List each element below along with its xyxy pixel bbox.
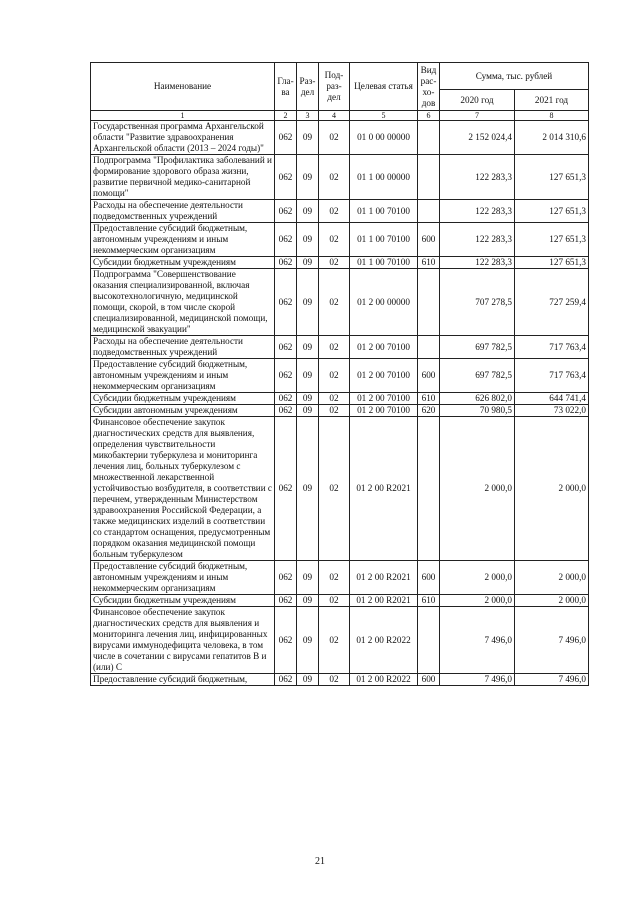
- cell-podrazdel: 02: [319, 393, 350, 405]
- cell-2020: 2 000,0: [440, 561, 515, 595]
- header-sum: Сумма, тыс. рублей: [440, 63, 589, 90]
- table-row: [91, 393, 589, 405]
- cell-razdel: 09: [297, 359, 319, 393]
- cell-name: Расходы на обеспечение деятельности подведомственных учреждений: [91, 336, 275, 359]
- budget-document: [90, 62, 588, 686]
- cell-vid: [418, 155, 440, 200]
- cell-podrazdel: 02: [319, 200, 350, 223]
- cell-glava: 062: [275, 359, 297, 393]
- table-row: [91, 595, 589, 607]
- cell-2021: 644 741,4: [515, 393, 589, 405]
- cell-2021: 127 651,3: [515, 223, 589, 257]
- cell-2020: 2 000,0: [440, 595, 515, 607]
- table-row: [91, 336, 589, 359]
- cell-podrazdel: 02: [319, 223, 350, 257]
- cell-razdel: 09: [297, 393, 319, 405]
- cell-target: 01 0 00 00000: [350, 121, 418, 155]
- cell-podrazdel: 02: [319, 417, 350, 561]
- cell-razdel: 09: [297, 223, 319, 257]
- table-row: [91, 121, 589, 155]
- cell-glava: 062: [275, 417, 297, 561]
- header-podrazdel: Под-раз-дел: [319, 63, 350, 111]
- cell-target: 01 2 00 00000: [350, 269, 418, 336]
- cell-razdel: 09: [297, 121, 319, 155]
- cell-2020: 70 980,5: [440, 405, 515, 417]
- cell-name: Предоставление субсидий бюджетным,: [91, 674, 275, 686]
- cell-glava: 062: [275, 674, 297, 686]
- cell-target: 01 1 00 70100: [350, 223, 418, 257]
- cell-glava: 062: [275, 155, 297, 200]
- cell-vid: 600: [418, 561, 440, 595]
- header-target: Целевая статья: [350, 63, 418, 111]
- cell-name: Подпрограмма "Совершенствование оказания специализированной, включая высокотехнологичную, медицинской помощи, скорой, в том числе скорой специализированной, медицинской помощи, медицинской эвакуации": [91, 269, 275, 336]
- cell-target: 01 1 00 70100: [350, 200, 418, 223]
- cell-glava: 062: [275, 257, 297, 269]
- cell-podrazdel: 02: [319, 121, 350, 155]
- column-number-row: [91, 111, 589, 121]
- cell-target: 01 2 00 70100: [350, 359, 418, 393]
- cell-razdel: 09: [297, 674, 319, 686]
- cell-target: 01 1 00 70100: [350, 257, 418, 269]
- cell-vid: 610: [418, 257, 440, 269]
- cell-razdel: 09: [297, 595, 319, 607]
- cell-name: Субсидии бюджетным учреждениям: [91, 257, 275, 269]
- cell-2020: 122 283,3: [440, 200, 515, 223]
- column-number: 8: [515, 111, 589, 121]
- cell-2020: 707 278,5: [440, 269, 515, 336]
- budget-table: [90, 62, 589, 686]
- cell-glava: 062: [275, 269, 297, 336]
- header-vid: Вид рас-хо-дов: [418, 63, 440, 111]
- cell-name: Предоставление субсидий бюджетным, автономным учреждениям и иным некоммерческим организациям: [91, 359, 275, 393]
- table-row: [91, 417, 589, 561]
- table-row: [91, 405, 589, 417]
- cell-2021: 717 763,4: [515, 359, 589, 393]
- cell-name: Предоставление субсидий бюджетным, автономным учреждениям и иным некоммерческим организациям: [91, 223, 275, 257]
- cell-vid: 620: [418, 405, 440, 417]
- table-row: [91, 607, 589, 674]
- cell-razdel: 09: [297, 155, 319, 200]
- cell-target: 01 2 00 R2021: [350, 417, 418, 561]
- cell-vid: 610: [418, 393, 440, 405]
- cell-vid: [418, 200, 440, 223]
- cell-podrazdel: 02: [319, 561, 350, 595]
- cell-glava: 062: [275, 121, 297, 155]
- cell-razdel: 09: [297, 336, 319, 359]
- cell-vid: 610: [418, 595, 440, 607]
- cell-razdel: 09: [297, 405, 319, 417]
- cell-podrazdel: 02: [319, 359, 350, 393]
- cell-name: Субсидии бюджетным учреждениям: [91, 393, 275, 405]
- cell-razdel: 09: [297, 607, 319, 674]
- cell-razdel: 09: [297, 269, 319, 336]
- cell-glava: 062: [275, 393, 297, 405]
- table-row: [91, 359, 589, 393]
- column-number: 1: [91, 111, 275, 121]
- column-number: 5: [350, 111, 418, 121]
- cell-glava: 062: [275, 607, 297, 674]
- cell-vid: [418, 417, 440, 561]
- cell-2021: 127 651,3: [515, 257, 589, 269]
- cell-name: Субсидии бюджетным учреждениям: [91, 595, 275, 607]
- cell-target: 01 2 00 70100: [350, 393, 418, 405]
- cell-2021: 727 259,4: [515, 269, 589, 336]
- cell-glava: 062: [275, 595, 297, 607]
- cell-2020: 122 283,3: [440, 223, 515, 257]
- cell-podrazdel: 02: [319, 595, 350, 607]
- cell-2021: 717 763,4: [515, 336, 589, 359]
- cell-podrazdel: 02: [319, 336, 350, 359]
- page-number: 21: [315, 856, 325, 867]
- cell-target: 01 1 00 00000: [350, 155, 418, 200]
- header-2021: 2021 год: [515, 90, 589, 111]
- cell-vid: [418, 607, 440, 674]
- column-number: 4: [319, 111, 350, 121]
- cell-razdel: 09: [297, 200, 319, 223]
- cell-target: 01 2 00 R2021: [350, 561, 418, 595]
- cell-2020: 122 283,3: [440, 257, 515, 269]
- cell-2020: 697 782,5: [440, 336, 515, 359]
- table-row: [91, 200, 589, 223]
- cell-2021: 2 014 310,6: [515, 121, 589, 155]
- cell-2020: 7 496,0: [440, 674, 515, 686]
- header-name: Наименование: [91, 63, 275, 111]
- cell-vid: [418, 336, 440, 359]
- table-row: [91, 674, 589, 686]
- cell-podrazdel: 02: [319, 257, 350, 269]
- cell-vid: 600: [418, 359, 440, 393]
- cell-glava: 062: [275, 200, 297, 223]
- cell-razdel: 09: [297, 257, 319, 269]
- table-body: [91, 121, 589, 686]
- cell-target: 01 2 00 70100: [350, 405, 418, 417]
- cell-name: Подпрограмма "Профилактика заболеваний и формирование здорового образа жизни, развитие первичной медико-санитарной помощи": [91, 155, 275, 200]
- cell-2020: 2 000,0: [440, 417, 515, 561]
- cell-2020: 626 802,0: [440, 393, 515, 405]
- cell-glava: 062: [275, 405, 297, 417]
- cell-razdel: 09: [297, 561, 319, 595]
- cell-name: Финансовое обеспечение закупок диагностических средств для выявления и мониторинга лечения лиц, инфицированных вирусами иммунодефицита человека, в том числе в сочетании с вирусами гепатитов В и (или) С: [91, 607, 275, 674]
- cell-target: 01 2 00 R2022: [350, 674, 418, 686]
- cell-podrazdel: 02: [319, 269, 350, 336]
- cell-2021: 2 000,0: [515, 561, 589, 595]
- cell-target: 01 2 00 R2021: [350, 595, 418, 607]
- cell-2021: 127 651,3: [515, 200, 589, 223]
- cell-target: 01 2 00 R2022: [350, 607, 418, 674]
- cell-podrazdel: 02: [319, 405, 350, 417]
- cell-name: Государственная программа Архангельской области "Развитие здравоохранения Архангельской области (2013 – 2024 годы)": [91, 121, 275, 155]
- cell-name: Расходы на обеспечение деятельности подведомственных учреждений: [91, 200, 275, 223]
- header-2020: 2020 год: [440, 90, 515, 111]
- cell-2020: 122 283,3: [440, 155, 515, 200]
- cell-vid: 600: [418, 674, 440, 686]
- cell-2020: 2 152 024,4: [440, 121, 515, 155]
- cell-glava: 062: [275, 223, 297, 257]
- table-row: [91, 223, 589, 257]
- column-number: 6: [418, 111, 440, 121]
- cell-vid: 600: [418, 223, 440, 257]
- cell-name: Субсидии автономным учреждениям: [91, 405, 275, 417]
- cell-vid: [418, 121, 440, 155]
- cell-podrazdel: 02: [319, 607, 350, 674]
- cell-2021: 73 022,0: [515, 405, 589, 417]
- cell-name: Предоставление субсидий бюджетным, автономным учреждениям и иным некоммерческим организациям: [91, 561, 275, 595]
- cell-name: Финансовое обеспечение закупок диагностических средств для выявления, определения чувствительности микобактерии туберкулеза и мониторинга лечения лиц, больных туберкулезом с множественной лекарственной устойчивостью возбудителя, в соответствии с перечнем, утвержденным Министерством здравоохранения Российской Федерации, а также медицинских изделий в соответствии со стандартом оснащения, предусмотренным порядком оказания медицинской помощи больным туберкулезом: [91, 417, 275, 561]
- column-number: 7: [440, 111, 515, 121]
- header-razdel: Раз-дел: [297, 63, 319, 111]
- table-row: [91, 561, 589, 595]
- column-number: 2: [275, 111, 297, 121]
- table-row: [91, 269, 589, 336]
- column-number: 3: [297, 111, 319, 121]
- cell-podrazdel: 02: [319, 674, 350, 686]
- table-row: [91, 257, 589, 269]
- cell-2021: 127 651,3: [515, 155, 589, 200]
- header-glava: Гла-ва: [275, 63, 297, 111]
- cell-razdel: 09: [297, 417, 319, 561]
- cell-2021: 7 496,0: [515, 674, 589, 686]
- cell-2021: 7 496,0: [515, 607, 589, 674]
- cell-target: 01 2 00 70100: [350, 336, 418, 359]
- cell-glava: 062: [275, 561, 297, 595]
- cell-vid: [418, 269, 440, 336]
- cell-2020: 697 782,5: [440, 359, 515, 393]
- cell-2021: 2 000,0: [515, 417, 589, 561]
- cell-2020: 7 496,0: [440, 607, 515, 674]
- table-row: [91, 155, 589, 200]
- cell-podrazdel: 02: [319, 155, 350, 200]
- cell-glava: 062: [275, 336, 297, 359]
- cell-2021: 2 000,0: [515, 595, 589, 607]
